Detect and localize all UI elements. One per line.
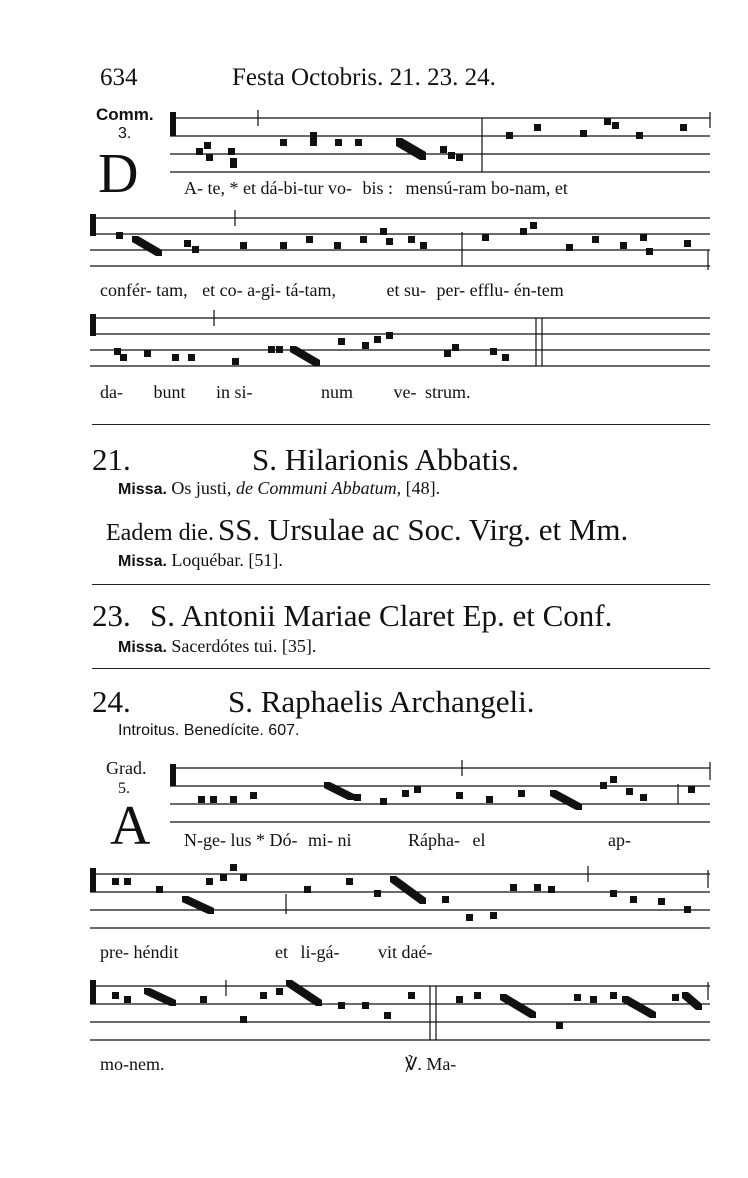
lyric-syllable: confér- tam, bbox=[100, 280, 188, 300]
gradual-staff-2 bbox=[90, 864, 712, 934]
feast-21b-missa bbox=[118, 550, 283, 571]
feast-21-missa bbox=[118, 478, 440, 499]
communion-staff-2 bbox=[90, 210, 712, 276]
lyric-syllable: ap- bbox=[607, 830, 631, 850]
feast-24-introit: Introitus. Benedícite. 607. bbox=[118, 722, 300, 739]
gradual-lyrics-1 bbox=[184, 830, 631, 851]
lyric-syllable: strum. bbox=[425, 382, 471, 402]
missa-label: Missa. bbox=[118, 553, 167, 570]
communion-staff-3 bbox=[90, 310, 712, 376]
lyric-syllable: da- bbox=[100, 382, 123, 402]
lyric-syllable: et bbox=[274, 942, 288, 962]
section-divider bbox=[92, 424, 710, 425]
lyric-syllable: in si- bbox=[216, 382, 253, 402]
missa-italic: de Communi Abbatum, bbox=[235, 478, 402, 498]
gradual-staff-1 bbox=[170, 760, 712, 832]
gradual-initial: A bbox=[110, 795, 151, 857]
section-divider bbox=[92, 584, 710, 585]
lyric-syllable: el bbox=[472, 830, 486, 850]
lyric-syllable: N-ge- lus * Dó- bbox=[184, 830, 298, 850]
feast-23-missa bbox=[118, 636, 316, 657]
feast-24-number: 24. bbox=[92, 684, 131, 719]
gradual-lyrics-3 bbox=[100, 1054, 456, 1075]
lyric-syllable: mensú-ram bo-nam, et bbox=[405, 178, 568, 198]
communion-lyrics-2 bbox=[100, 280, 564, 301]
missa-label: Missa. bbox=[118, 481, 167, 498]
missa-text: Sacerdótes tui. [35]. bbox=[171, 636, 317, 656]
section-divider bbox=[92, 668, 710, 669]
lyric-syllable: mi- ni bbox=[307, 830, 352, 850]
eadem-die: Eadem die. bbox=[106, 520, 214, 546]
feast-21b-heading bbox=[106, 512, 628, 548]
missa-text: Loquébar. [51]. bbox=[171, 550, 283, 570]
page-number: 634 bbox=[100, 64, 138, 91]
versicle-start: ℣. Ma- bbox=[405, 1054, 457, 1074]
communion-staff-1 bbox=[170, 108, 712, 180]
communion-lyrics-1 bbox=[184, 178, 568, 199]
communion-lyrics-3 bbox=[100, 382, 471, 403]
feast-23-title: S. Antonii Mariae Claret Ep. et Conf. bbox=[150, 598, 613, 633]
feast-21-title: S. Hilarionis Abbatis. bbox=[252, 442, 519, 477]
gradual-label: Grad. bbox=[106, 758, 147, 778]
feast-24-title: S. Raphaelis Archangeli. bbox=[228, 684, 535, 719]
lyric-syllable: et su- bbox=[386, 280, 427, 300]
gradual-lyrics-2 bbox=[100, 942, 432, 963]
feast-23-number: 23. bbox=[92, 598, 131, 633]
missa-ref: [48]. bbox=[405, 478, 441, 498]
lyric-syllable: bunt bbox=[153, 382, 186, 402]
running-title: Festa Octobris. 21. 23. 24. bbox=[232, 64, 496, 91]
lyric-syllable: A- te, * et dá-bi-tur vo- bbox=[184, 178, 352, 198]
lyric-syllable: vit daé- bbox=[377, 942, 433, 962]
gradual-mode: 5. bbox=[118, 780, 130, 797]
gradual-staff-3 bbox=[90, 976, 712, 1046]
feast-21-number: 21. bbox=[92, 442, 131, 477]
lyric-syllable: mo-nem. bbox=[100, 1054, 165, 1074]
missa-text: Os justi, bbox=[171, 478, 232, 498]
communion-mode: 3. bbox=[118, 125, 132, 142]
lyric-syllable: et co- a-gi- tá-tam, bbox=[202, 280, 337, 300]
feast-21b-title: SS. Ursulae ac Soc. Virg. et Mm. bbox=[217, 512, 629, 547]
lyric-syllable: pre- héndit bbox=[100, 942, 179, 962]
lyric-syllable: per- efflu- én-tem bbox=[436, 280, 564, 300]
communion-label: Comm. bbox=[96, 105, 154, 124]
lyric-syllable: bis : bbox=[362, 178, 393, 198]
lyric-syllable: num bbox=[321, 382, 354, 402]
missa-label: Missa. bbox=[118, 639, 167, 656]
lyric-syllable: Rápha- bbox=[407, 830, 460, 850]
communion-initial: D bbox=[98, 143, 139, 205]
lyric-syllable: li-gá- bbox=[300, 942, 340, 962]
lyric-syllable: ve- bbox=[393, 382, 417, 402]
